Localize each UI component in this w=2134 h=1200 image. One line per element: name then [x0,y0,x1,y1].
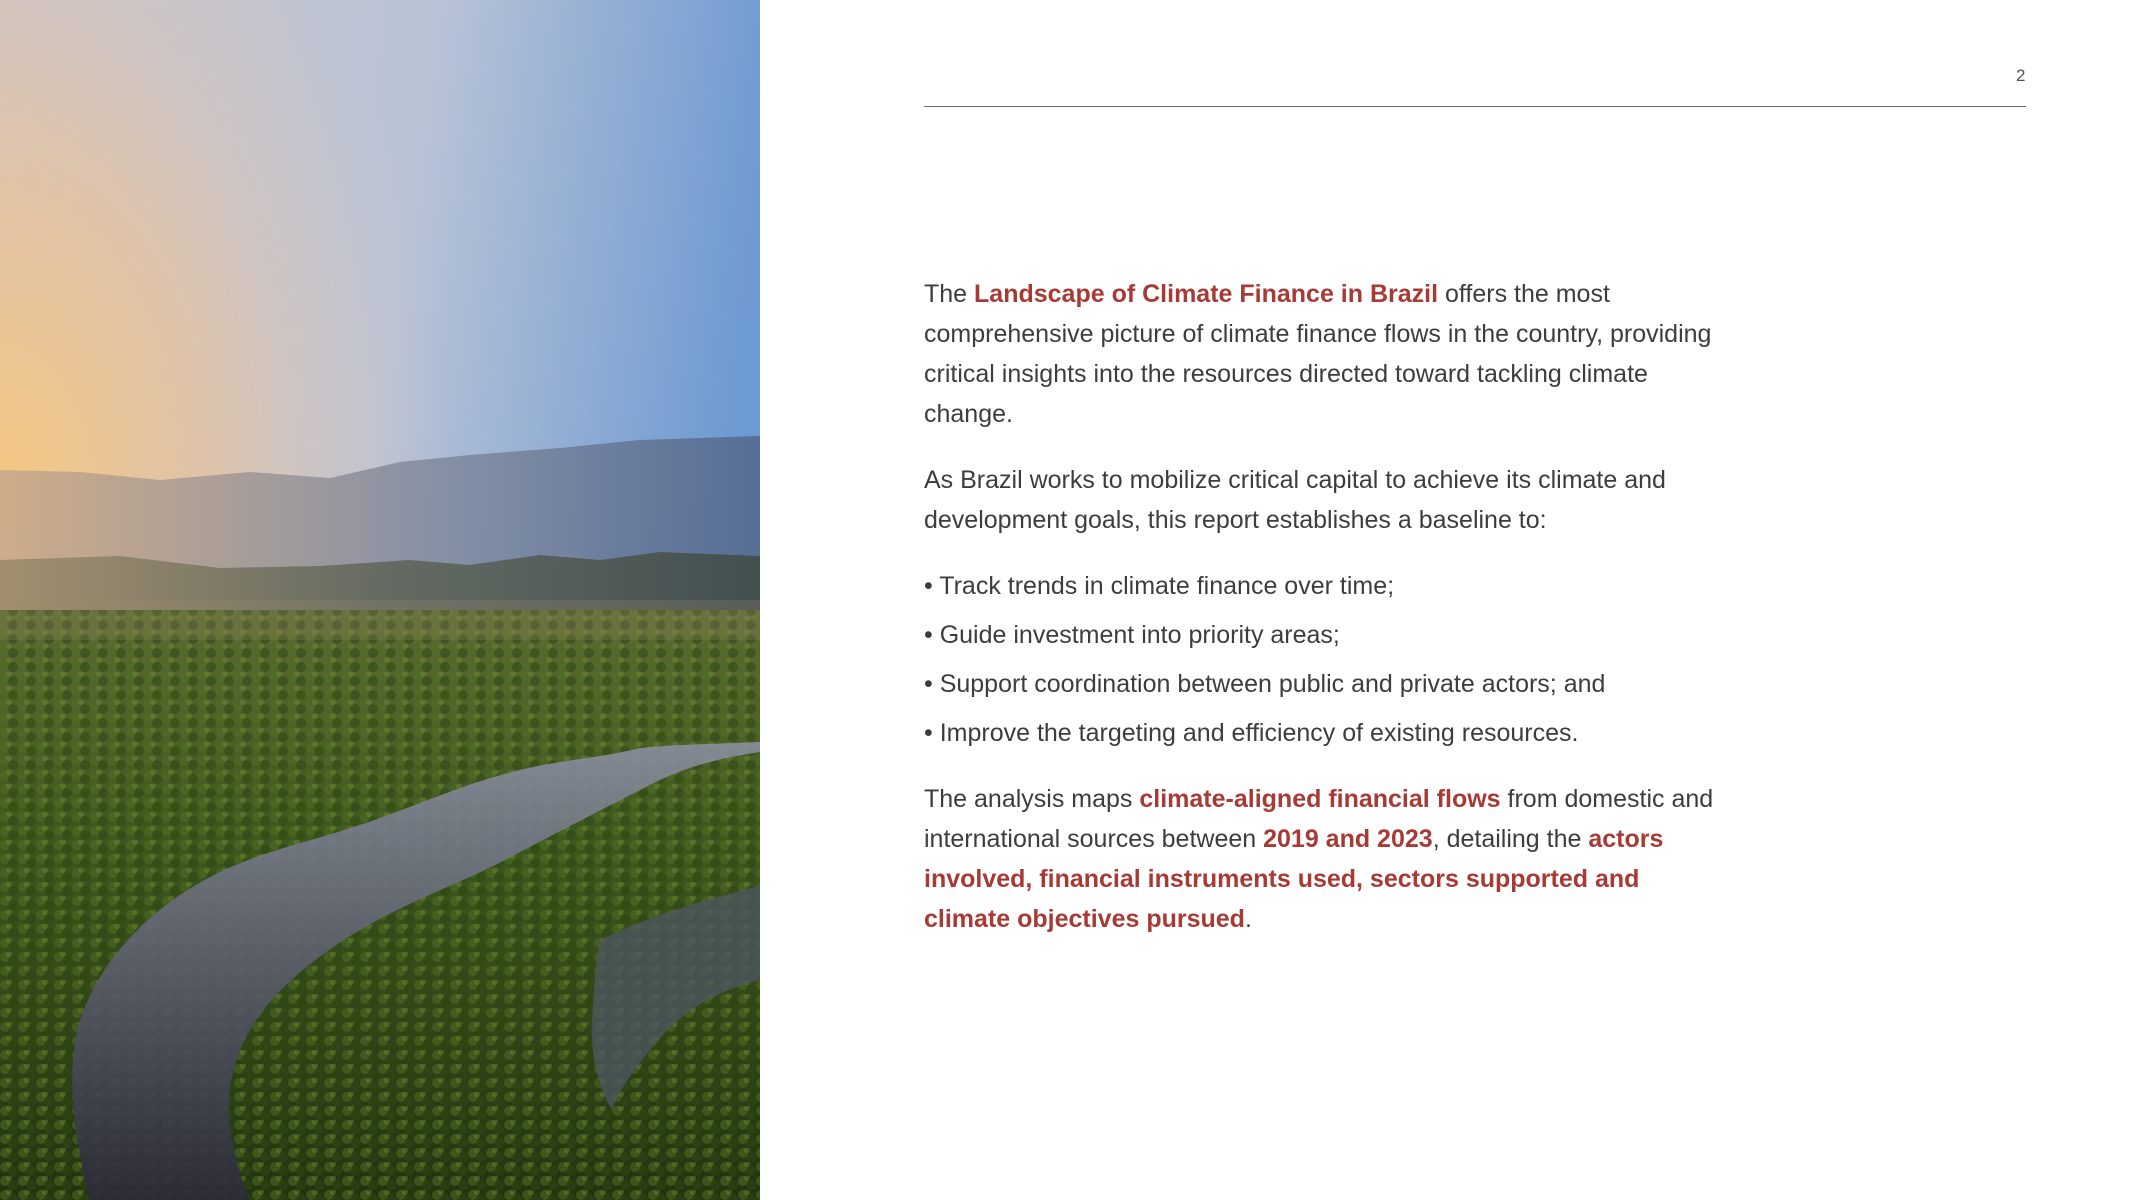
rainforest-river-photo [0,0,760,1200]
list-item: • Support coordination between public and private actors; and [924,670,1606,698]
analysis-highlight-flows: climate-aligned financial flows [1139,785,1501,813]
analysis-part4: . [1244,905,1252,933]
baseline-list [924,566,1714,753]
analysis-highlight-years: 2019 and 2023 [1263,825,1433,853]
page-number: 2 [2016,66,2026,85]
header-rule [924,106,2026,107]
intro-paragraph [924,274,1714,434]
list-item: • Guide investment into priority areas; [924,621,1340,649]
analysis-paragraph [924,779,1714,939]
list-item: • Track trends in climate finance over time; [924,572,1395,600]
report-title-highlight: Landscape of Climate Finance in Brazil [974,280,1439,308]
body-text [924,274,1714,939]
analysis-part1: The analysis maps [924,785,1140,813]
analysis-part3: , detailing the [1432,825,1589,853]
intro-lead: The [924,280,975,308]
analysis-part2: from domestic and international sources between [924,785,1714,853]
list-item: • Improve the targeting and efficiency of existing resources. [924,719,1579,747]
analysis-highlight-scope: actors involved, financial instruments used, sectors supported and climate objectives pursued [924,825,1664,933]
goals-paragraph: As Brazil works to mobilize critical capital to achieve its climate and development goals, this report establishes a baseline to: [924,466,1666,534]
intro-rest: offers the most comprehensive picture of climate finance flows in the country, providing critical insights into the resources directed toward tackling climate change. [924,280,1712,428]
